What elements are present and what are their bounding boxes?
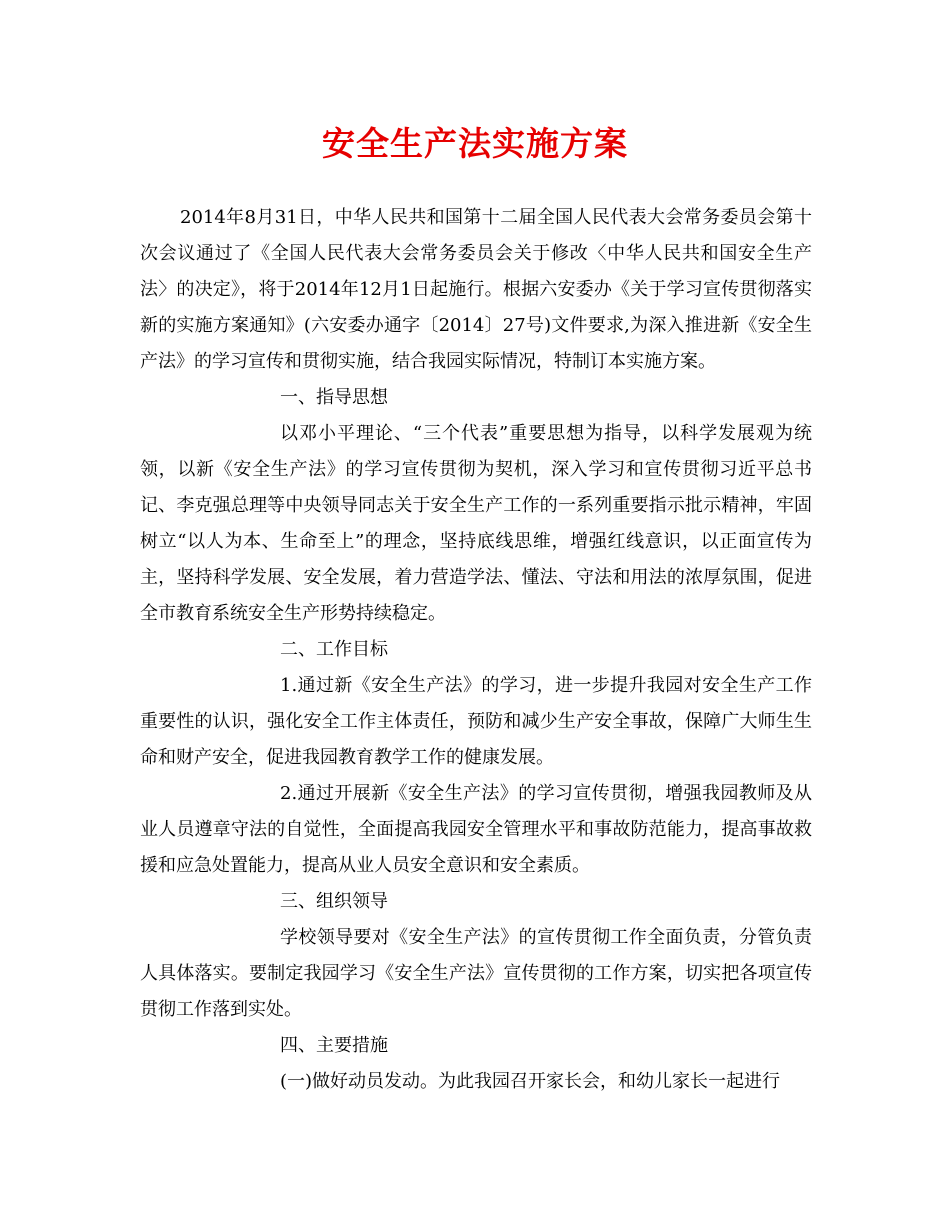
paragraph-leadership: 学校领导要对《安全生产法》的宣传贯彻工作全面负责，分管负责人具体落实。要制定我园学习《安全生产法》宣传贯彻的工作方案，切实把各项宣传贯彻工作落到实处。 — [140, 927, 812, 1020]
section-heading-main-measures: 四、主要措施 — [280, 1035, 388, 1056]
paragraph-goal-2: 2.通过开展新《安全生产法》的学习宣传贯彻，增强我园教师及从业人员遵章守法的自觉性，全面提高我园安全管理水平和事故防范能力，提高事故救援和应急处置能力，提高从业人员安全意识和安全素质。 — [140, 783, 812, 876]
paragraph-measure-1: (一)做好动员发动。为此我园召开家长会，和幼儿家长一起进行 — [280, 1071, 781, 1092]
paragraph-guiding-ideology: 以邓小平理论、“三个代表”重要思想为指导，以科学发展观为统领，以新《安全生产法》的学习宣传贯彻为契机，深入学习和宣传贯彻习近平总书记、李克强总理等中央领导同志关于安全生产工作的一系列重要指示批示精神，牢固树立“以人为本、生命至上”的理念，坚持底线思维，增强红线意识，以正面宣传为主，坚持科学发展、安全发展，着力营造学法、懂法、守法和用法的浓厚氛围，促进全市教育系统安全生产形势持续稳定。 — [140, 423, 812, 624]
document-title: 安全生产法实施方案 — [322, 124, 628, 163]
section-heading-work-goals: 二、工作目标 — [280, 639, 388, 660]
paragraph-intro: 2014年8月31日，中华人民共和国第十二届全国人民代表大会常务委员会第十次会议通过了《全国人民代表大会常务委员会关于修改〈中华人民共和国安全生产法〉的决定》，将于2014年12月1日起施行。根据六安委办《关于学习宣传贯彻落实新的实施方案通知》(六安委办通字〔2014〕27号)文件要求,为深入推进新《安全生产法》的学习宣传和贯彻实施，结合我园实际情况，特制订本实施方案。 — [140, 207, 812, 372]
section-heading-guiding-ideology: 一、指导思想 — [280, 387, 388, 408]
document-body — [140, 200, 812, 1100]
paragraph-goal-1: 1.通过新《安全生产法》的学习，进一步提升我园对安全生产工作重要性的认识，强化安全工作主体责任，预防和减少生产安全事故，保障广大师生生命和财产安全，促进我园教育教学工作的健康发展。 — [140, 675, 812, 768]
section-heading-leadership: 三、组织领导 — [280, 891, 388, 912]
